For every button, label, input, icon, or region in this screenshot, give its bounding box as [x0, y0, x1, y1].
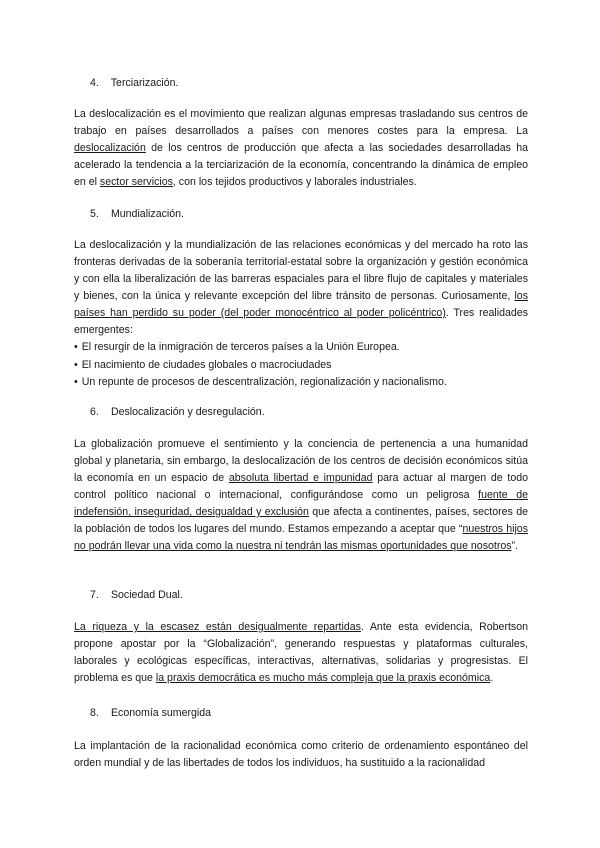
section-number: 7. — [90, 589, 99, 601]
section-title: Terciarización. — [110, 77, 179, 89]
paragraph-mundializacion: La deslocalización y la mundialización de las relaciones económicas y del mercado ha roto las fronteras derivadas de la soberanía territorial-estatal sobre la organización y gestión económica y con ella la liberalización de las barreras espaciales para el libre flujo de capitales y materiales y bienes, con la única y relevante excepción del libre tránsito de personas. Curiosamente, los países han perdido su poder (del poder monocéntrico al poder policéntrico). Tres realidades emergentes: — [74, 239, 528, 336]
section-heading-7 — [90, 588, 183, 602]
paragraph-terciarizacion: La deslocalización es el movimiento que realizan algunas empresas trasladando sus centros de trabajo en países desarrollados a países con menores costes para la empresa. La deslocalización de los centros de producción que afecta a las sociedades desarrolladas ha acelerado la tendencia a la terciarización de la economía, concentrando la dinámica de empleo en el sector servicios, con los tejidos productivos y laborales industriales. — [74, 108, 528, 188]
paragraph-deslocalizacion: La globalización promueve el sentimiento y la conciencia de pertenencia a una humanidad global y planetaria, sin embargo, la deslocalización de los centros de decisión económicos sitúa la economía en un espacio de absoluta libertad e impunidad para actuar al margen de todo control político nacional o internacional, configurándose como un peligrosa fuente de indefensión, inseguridad, desigualdad y exclusión que afecta a continentes, países, sectores de la población de todos los lugares del mundo. Estamos empezando a aceptar que “nuestros hijos no podrán llevar una vida como la nuestra ni tendrán las mismas oportunidades que nosotros”. — [74, 438, 529, 552]
section-number: 4. — [90, 77, 99, 89]
section-heading-4 — [90, 76, 178, 90]
bullet-list — [74, 339, 528, 392]
paragraph-economia-sumergida: La implantación de la racionalidad económica como criterio de ordenamiento espontáneo del orden mundial y de las libertades de todos los individuos, ha sustituido a la racionalidad — [74, 740, 528, 769]
section-number: 6. — [90, 406, 99, 418]
section-title: Mundialización. — [110, 208, 184, 220]
underlined-text: absoluta libertad e impunidad — [228, 472, 373, 484]
underlined-text: sector servicios — [99, 176, 173, 188]
underlined-text: fuente de indefensión, inseguridad, desigualdad y exclusión — [74, 489, 528, 518]
underlined-text: deslocalización — [74, 142, 146, 154]
section-heading-8 — [90, 706, 211, 720]
underlined-text: la praxis democrática es mucho más compleja que la praxis económica — [155, 672, 491, 684]
section-title: Deslocalización y desregulación. — [110, 406, 265, 418]
underlined-text: nuestros hijos no podrán llevar una vida como la nuestra ni tendrán las mismas oportunidades que nosotros — [74, 523, 528, 552]
paragraph-sociedad-dual: La riqueza y la escasez están desigualmente repartidas. Ante esta evidencia, Robertson propone apostar por la “Globalización”, generando respuestas y plataformas culturales, laborales y ecológicas específicas, interactivas, alternativas, solidarias y progresistas. El problema es que la praxis democrática es mucho más compleja que la praxis económica. — [74, 621, 528, 684]
underlined-text: los países han perdido su poder (del poder monocéntrico al poder policéntrico) — [74, 290, 528, 319]
section-number: 5. — [90, 208, 99, 220]
section-number: 8. — [90, 707, 99, 719]
section-title: Sociedad Dual. — [110, 589, 183, 601]
list-item: • El resurgir de la inmigración de terceros países a la Unión Europea. — [74, 339, 528, 357]
section-heading-6 — [90, 405, 265, 419]
underlined-text: La riqueza y la escasez están desigualmente repartidas — [74, 621, 361, 633]
section-title: Economía sumergida — [110, 707, 212, 719]
list-item: • El nacimiento de ciudades globales o macrociudades — [74, 357, 528, 375]
list-item: • Un repunte de procesos de descentralización, regionalización y nacionalismo. — [74, 374, 528, 392]
section-heading-5 — [90, 207, 184, 221]
